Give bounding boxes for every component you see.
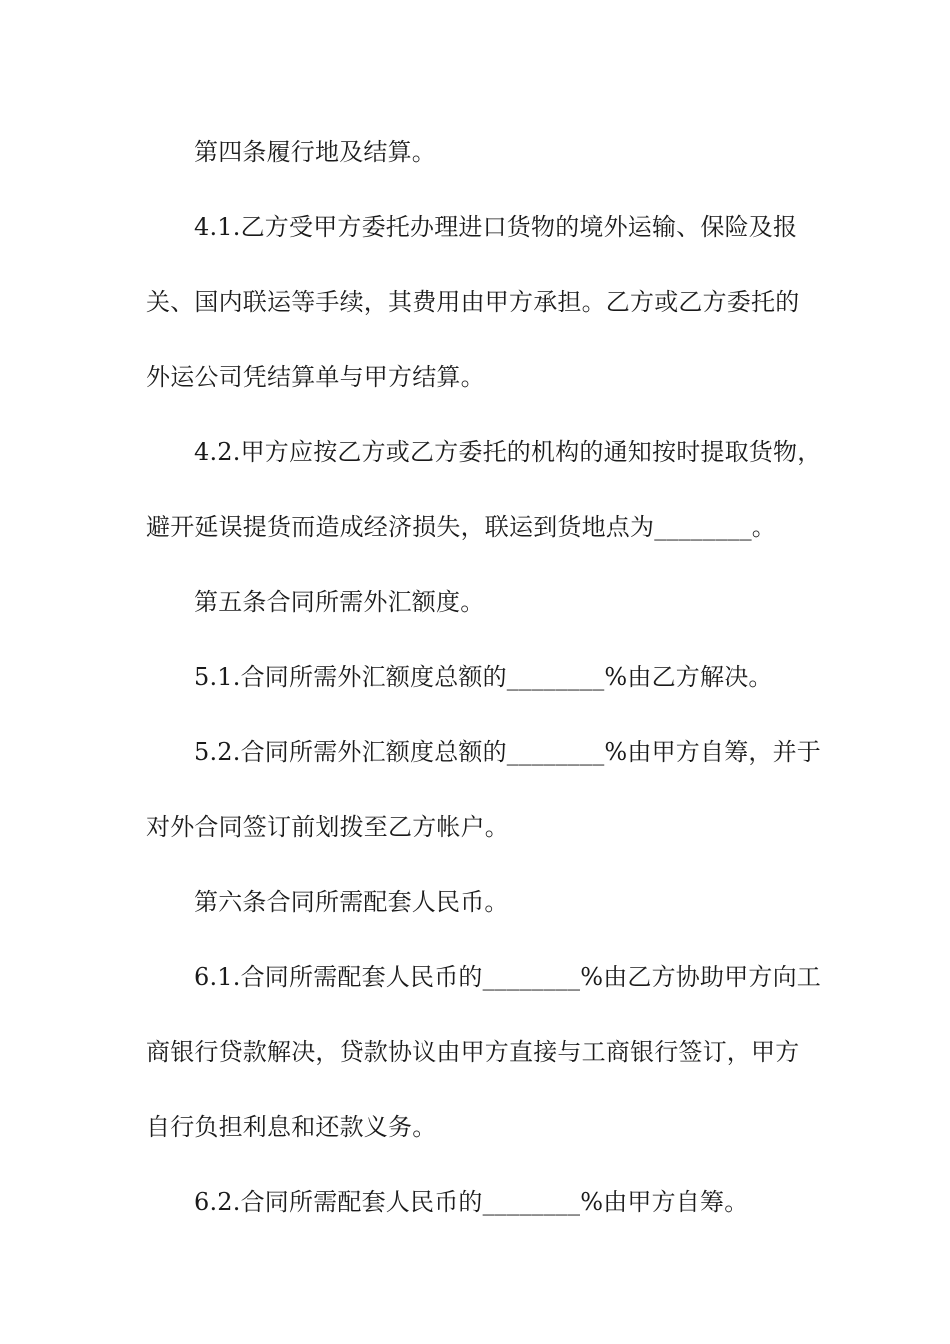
clause-5-2-line-1: 5.2.合同所需外汇额度总额的________%由甲方自筹，并于 — [194, 738, 821, 766]
clause-5-2-line-2: 对外合同签订前划拨至乙方帐户。 — [146, 813, 509, 841]
clause-6-1-line-1: 6.1.合同所需配套人民币的________%由乙方协助甲方向工 — [194, 963, 821, 991]
article-4-heading: 第四条履行地及结算。 — [194, 138, 436, 166]
clause-4-2-line-2: 避开延误提货而造成经济损失，联运到货地点为________。 — [146, 513, 776, 541]
clause-6-1-line-3: 自行负担利息和还款义务。 — [146, 1113, 437, 1141]
clause-4-1-line-3: 外运公司凭结算单与甲方结算。 — [146, 363, 485, 391]
clause-5-1: 5.1.合同所需外汇额度总额的________%由乙方解决。 — [194, 663, 773, 691]
article-5-heading: 第五条合同所需外汇额度。 — [194, 588, 485, 616]
article-6-heading: 第六条合同所需配套人民币。 — [194, 888, 509, 916]
clause-4-1-line-2: 关、国内联运等手续，其费用由甲方承担。乙方或乙方委托的 — [146, 288, 800, 316]
clause-4-1-line-1: 4.1.乙方受甲方委托办理进口货物的境外运输、保险及报 — [194, 213, 798, 241]
clause-4-2-line-1: 4.2.甲方应按乙方或乙方委托的机构的通知按时提取货物， — [194, 438, 822, 466]
clause-6-2: 6.2.合同所需配套人民币的________%由甲方自筹。 — [194, 1188, 749, 1216]
clause-6-1-line-2: 商银行贷款解决，贷款协议由甲方直接与工商银行签订，甲方 — [146, 1038, 800, 1066]
